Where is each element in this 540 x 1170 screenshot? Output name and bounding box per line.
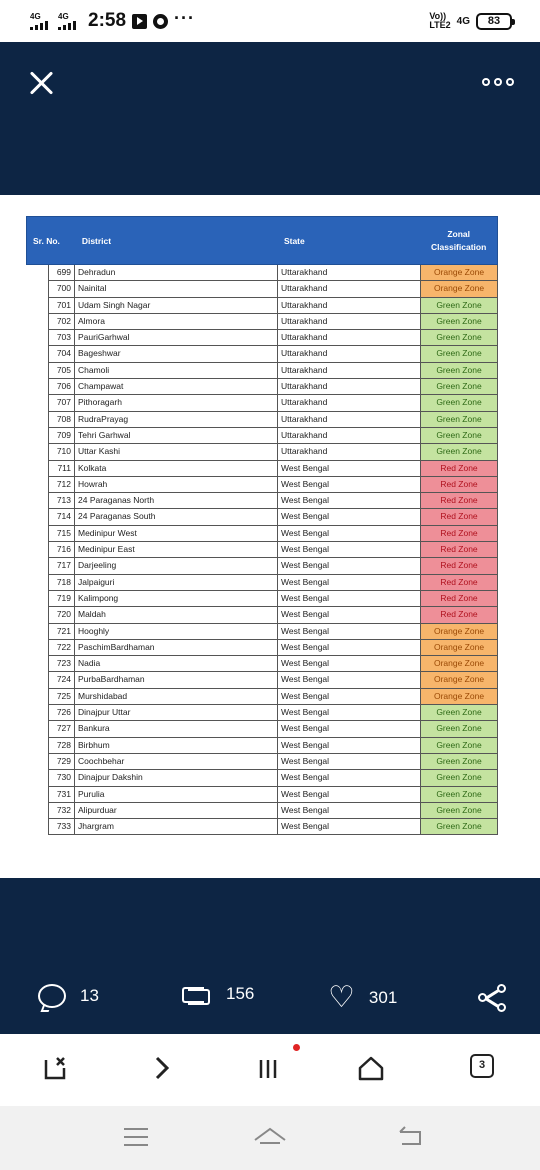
cell-district: Hooghly xyxy=(75,624,278,640)
table-row xyxy=(48,542,498,558)
cell-sr-no: 724 xyxy=(48,672,75,688)
cell-district: Bageshwar xyxy=(75,346,278,362)
close-tab-icon[interactable] xyxy=(40,1054,72,1086)
cell-sr-no: 732 xyxy=(48,803,75,819)
cell-district: Birbhum xyxy=(75,738,278,754)
cell-district: Purulia xyxy=(75,787,278,803)
cell-sr-no: 716 xyxy=(48,542,75,558)
cell-zone: Green Zone xyxy=(421,330,498,346)
header-state: State xyxy=(283,235,305,246)
cell-district: Nainital xyxy=(75,281,278,297)
reply-count: 13 xyxy=(80,986,99,1005)
cell-sr-no: 706 xyxy=(48,379,75,395)
cell-zone: Green Zone xyxy=(421,819,498,835)
cell-state: West Bengal xyxy=(278,640,421,656)
cell-district: PauriGarhwal xyxy=(75,330,278,346)
heart-icon: ♡ xyxy=(328,981,355,1014)
table-row xyxy=(48,738,498,754)
cell-sr-no: 733 xyxy=(48,819,75,835)
cell-zone: Red Zone xyxy=(421,542,498,558)
cell-zone: Red Zone xyxy=(421,558,498,574)
cell-sr-no: 700 xyxy=(48,281,75,297)
tweet-actions xyxy=(0,960,540,1034)
cell-district: Maldah xyxy=(75,607,278,623)
cell-sr-no: 721 xyxy=(48,624,75,640)
cell-state: West Bengal xyxy=(278,575,421,591)
cell-sr-no: 727 xyxy=(48,721,75,737)
header-district: District xyxy=(81,235,112,246)
cell-zone: Red Zone xyxy=(421,493,498,509)
more-options-icon[interactable] xyxy=(482,78,514,86)
sim1-network-label: 4G xyxy=(30,11,41,21)
cell-zone: Green Zone xyxy=(421,444,498,460)
table-row xyxy=(48,705,498,721)
cell-state: Uttarakhand xyxy=(278,281,421,297)
cell-district: Howrah xyxy=(75,477,278,493)
table-row xyxy=(48,363,498,379)
cell-sr-no: 730 xyxy=(48,770,75,786)
cell-district: 24 Paraganas South xyxy=(75,509,278,525)
cell-sr-no: 723 xyxy=(48,656,75,672)
table-row xyxy=(48,265,498,281)
cell-district: Almora xyxy=(75,314,278,330)
cell-state: Uttarakhand xyxy=(278,330,421,346)
cell-sr-no: 704 xyxy=(48,346,75,362)
cell-zone: Orange Zone xyxy=(421,624,498,640)
system-nav-bar xyxy=(0,1106,540,1170)
cell-district: Medinipur West xyxy=(75,526,278,542)
table-row xyxy=(48,689,498,705)
cell-sr-no: 731 xyxy=(48,787,75,803)
cell-sr-no: 708 xyxy=(48,412,75,428)
like-button[interactable] xyxy=(328,981,398,1014)
cell-district: Jalpaiguri xyxy=(75,575,278,591)
table-row xyxy=(48,509,498,525)
header-zone-line1: Zonal xyxy=(447,228,470,239)
cell-zone: Green Zone xyxy=(421,395,498,411)
cell-zone: Green Zone xyxy=(421,346,498,362)
table-row xyxy=(48,461,498,477)
cell-zone: Green Zone xyxy=(421,738,498,754)
table-row xyxy=(48,672,498,688)
youtube-notification-icon xyxy=(132,14,147,29)
header-zone-line2: Classification xyxy=(431,241,487,252)
table-row xyxy=(48,477,498,493)
battery-level: 83 xyxy=(487,14,501,27)
cell-district: Jhargram xyxy=(75,819,278,835)
cell-sr-no: 720 xyxy=(48,607,75,623)
menu-notification-dot xyxy=(293,1044,300,1051)
cell-state: West Bengal xyxy=(278,509,421,525)
cell-state: West Bengal xyxy=(278,689,421,705)
zone-table xyxy=(26,216,498,835)
cell-zone: Green Zone xyxy=(421,363,498,379)
table-row xyxy=(48,330,498,346)
like-count: 301 xyxy=(368,988,398,1007)
status-left xyxy=(30,8,195,34)
table-row xyxy=(48,770,498,786)
cell-district: Champawat xyxy=(75,379,278,395)
cell-state: West Bengal xyxy=(278,705,421,721)
retweet-button[interactable] xyxy=(180,984,254,1004)
cell-state: West Bengal xyxy=(278,819,421,835)
sim2-network-label: 4G xyxy=(58,11,69,21)
cell-district: Udam Singh Nagar xyxy=(75,298,278,314)
cell-state: West Bengal xyxy=(278,542,421,558)
cell-district: Dinajpur Dakshin xyxy=(75,770,278,786)
cell-zone: Green Zone xyxy=(421,754,498,770)
volte-icon xyxy=(429,12,450,30)
cell-zone: Red Zone xyxy=(421,607,498,623)
table-row xyxy=(48,787,498,803)
table-row xyxy=(48,607,498,623)
more-notifications-icon: ··· xyxy=(174,7,196,28)
cell-district: Coochbehar xyxy=(75,754,278,770)
table-row xyxy=(48,558,498,574)
cell-zone: Red Zone xyxy=(421,526,498,542)
cell-district: Murshidabad xyxy=(75,689,278,705)
cell-zone: Red Zone xyxy=(421,575,498,591)
cell-zone: Green Zone xyxy=(421,803,498,819)
cell-state: West Bengal xyxy=(278,672,421,688)
cell-district: Tehri Garhwal xyxy=(75,428,278,444)
cell-sr-no: 705 xyxy=(48,363,75,379)
cell-district: 24 Paraganas North xyxy=(75,493,278,509)
cell-state: Uttarakhand xyxy=(278,428,421,444)
cell-state: Uttarakhand xyxy=(278,412,421,428)
cell-zone: Green Zone xyxy=(421,705,498,721)
sim2-signal-icon xyxy=(58,13,80,30)
back-icon[interactable] xyxy=(396,1124,426,1155)
cell-district: Kalimpong xyxy=(75,591,278,607)
cell-sr-no: 699 xyxy=(48,265,75,281)
share-icon[interactable] xyxy=(478,984,506,1012)
table-row xyxy=(48,656,498,672)
cell-zone: Orange Zone xyxy=(421,656,498,672)
cell-zone: Green Zone xyxy=(421,770,498,786)
forward-icon[interactable] xyxy=(146,1054,178,1086)
cell-district: Darjeeling xyxy=(75,558,278,574)
chrome-notification-icon xyxy=(153,14,168,29)
close-icon[interactable] xyxy=(26,68,56,98)
cell-sr-no: 712 xyxy=(48,477,75,493)
cell-state: West Bengal xyxy=(278,770,421,786)
cell-state: Uttarakhand xyxy=(278,363,421,379)
cell-sr-no: 722 xyxy=(48,640,75,656)
cell-zone: Red Zone xyxy=(421,509,498,525)
cell-district: Chamoli xyxy=(75,363,278,379)
cell-sr-no: 729 xyxy=(48,754,75,770)
table-row xyxy=(48,395,498,411)
cell-zone: Orange Zone xyxy=(421,672,498,688)
table-row xyxy=(48,721,498,737)
cell-district: Pithoragarh xyxy=(75,395,278,411)
cell-zone: Green Zone xyxy=(421,314,498,330)
cell-sr-no: 728 xyxy=(48,738,75,754)
table-row xyxy=(48,640,498,656)
retweet-icon xyxy=(180,984,212,1004)
cell-sr-no: 707 xyxy=(48,395,75,411)
cell-district: Bankura xyxy=(75,721,278,737)
cell-sr-no: 709 xyxy=(48,428,75,444)
table-row xyxy=(48,819,498,835)
cell-zone: Orange Zone xyxy=(421,640,498,656)
header-sr-no: Sr. No. xyxy=(33,235,60,246)
cell-sr-no: 714 xyxy=(48,509,75,525)
cell-zone: Green Zone xyxy=(421,721,498,737)
table-row xyxy=(48,428,498,444)
cell-state: Uttarakhand xyxy=(278,395,421,411)
cell-state: West Bengal xyxy=(278,477,421,493)
cell-district: Dinajpur Uttar xyxy=(75,705,278,721)
comment-icon xyxy=(38,984,66,1008)
cell-zone: Green Zone xyxy=(421,379,498,395)
cell-sr-no: 717 xyxy=(48,558,75,574)
sim1-signal-icon xyxy=(30,13,52,30)
table-row xyxy=(48,803,498,819)
table-row xyxy=(48,754,498,770)
status-right xyxy=(429,9,512,33)
cell-state: West Bengal xyxy=(278,738,421,754)
volte-line2: LTE2 xyxy=(429,20,451,30)
cell-sr-no: 711 xyxy=(48,461,75,477)
header-zonal-classification xyxy=(420,217,497,264)
tab-count: 3 xyxy=(470,1054,494,1078)
cell-state: West Bengal xyxy=(278,558,421,574)
table-row xyxy=(48,298,498,314)
table-row xyxy=(48,412,498,428)
cell-state: Uttarakhand xyxy=(278,444,421,460)
cell-state: West Bengal xyxy=(278,526,421,542)
cell-sr-no: 726 xyxy=(48,705,75,721)
cell-state: West Bengal xyxy=(278,461,421,477)
table-row xyxy=(48,575,498,591)
tabs-icon[interactable] xyxy=(470,1054,502,1086)
table-row xyxy=(48,444,498,460)
cell-zone: Green Zone xyxy=(421,428,498,444)
cell-zone: Red Zone xyxy=(421,461,498,477)
cell-district: Nadia xyxy=(75,656,278,672)
media-image[interactable] xyxy=(0,195,540,878)
home-icon[interactable] xyxy=(355,1054,387,1086)
browser-toolbar xyxy=(0,1034,540,1106)
table-body xyxy=(48,265,498,835)
cell-sr-no: 725 xyxy=(48,689,75,705)
data-network-label: 4G xyxy=(456,15,470,27)
cell-zone: Green Zone xyxy=(421,298,498,314)
cell-zone: Green Zone xyxy=(421,412,498,428)
battery-icon xyxy=(476,13,512,30)
cell-state: Uttarakhand xyxy=(278,265,421,281)
cell-district: Dehradun xyxy=(75,265,278,281)
cell-district: Kolkata xyxy=(75,461,278,477)
table-row xyxy=(48,379,498,395)
cell-state: West Bengal xyxy=(278,787,421,803)
cell-state: West Bengal xyxy=(278,803,421,819)
cell-sr-no: 718 xyxy=(48,575,75,591)
cell-state: West Bengal xyxy=(278,624,421,640)
cell-sr-no: 719 xyxy=(48,591,75,607)
cell-state: West Bengal xyxy=(278,656,421,672)
table-row xyxy=(48,591,498,607)
cell-state: West Bengal xyxy=(278,493,421,509)
menu-icon[interactable] xyxy=(252,1054,284,1086)
table-row xyxy=(48,346,498,362)
cell-zone: Red Zone xyxy=(421,591,498,607)
cell-state: Uttarakhand xyxy=(278,298,421,314)
cell-district: PaschimBardhaman xyxy=(75,640,278,656)
cell-state: Uttarakhand xyxy=(278,379,421,395)
cell-sr-no: 703 xyxy=(48,330,75,346)
table-row xyxy=(48,314,498,330)
recents-icon[interactable] xyxy=(122,1124,150,1155)
cell-sr-no: 713 xyxy=(48,493,75,509)
cell-sr-no: 701 xyxy=(48,298,75,314)
cell-state: Uttarakhand xyxy=(278,346,421,362)
retweet-count: 156 xyxy=(226,984,255,1003)
cell-sr-no: 710 xyxy=(48,444,75,460)
reply-button[interactable] xyxy=(38,984,99,1008)
cell-district: Medinipur East xyxy=(75,542,278,558)
home-nav-icon[interactable] xyxy=(252,1124,288,1155)
media-viewer-header xyxy=(0,42,540,195)
cell-state: West Bengal xyxy=(278,591,421,607)
cell-state: West Bengal xyxy=(278,607,421,623)
cell-district: Uttar Kashi xyxy=(75,444,278,460)
cell-zone: Orange Zone xyxy=(421,265,498,281)
cell-zone: Red Zone xyxy=(421,477,498,493)
table-row xyxy=(48,281,498,297)
cell-zone: Orange Zone xyxy=(421,281,498,297)
cell-state: West Bengal xyxy=(278,754,421,770)
table-row xyxy=(48,526,498,542)
volte-line1: Vo)) xyxy=(429,11,447,21)
table-row xyxy=(48,493,498,509)
cell-zone: Green Zone xyxy=(421,787,498,803)
cell-zone: Orange Zone xyxy=(421,689,498,705)
cell-district: Alipurduar xyxy=(75,803,278,819)
cell-district: PurbaBardhaman xyxy=(75,672,278,688)
cell-state: Uttarakhand xyxy=(278,314,421,330)
cell-sr-no: 715 xyxy=(48,526,75,542)
cell-sr-no: 702 xyxy=(48,314,75,330)
cell-state: West Bengal xyxy=(278,721,421,737)
status-time: 2:58 xyxy=(88,10,127,31)
table-header xyxy=(26,216,498,265)
cell-district: RudraPrayag xyxy=(75,412,278,428)
status-bar xyxy=(0,0,540,42)
table-row xyxy=(48,624,498,640)
